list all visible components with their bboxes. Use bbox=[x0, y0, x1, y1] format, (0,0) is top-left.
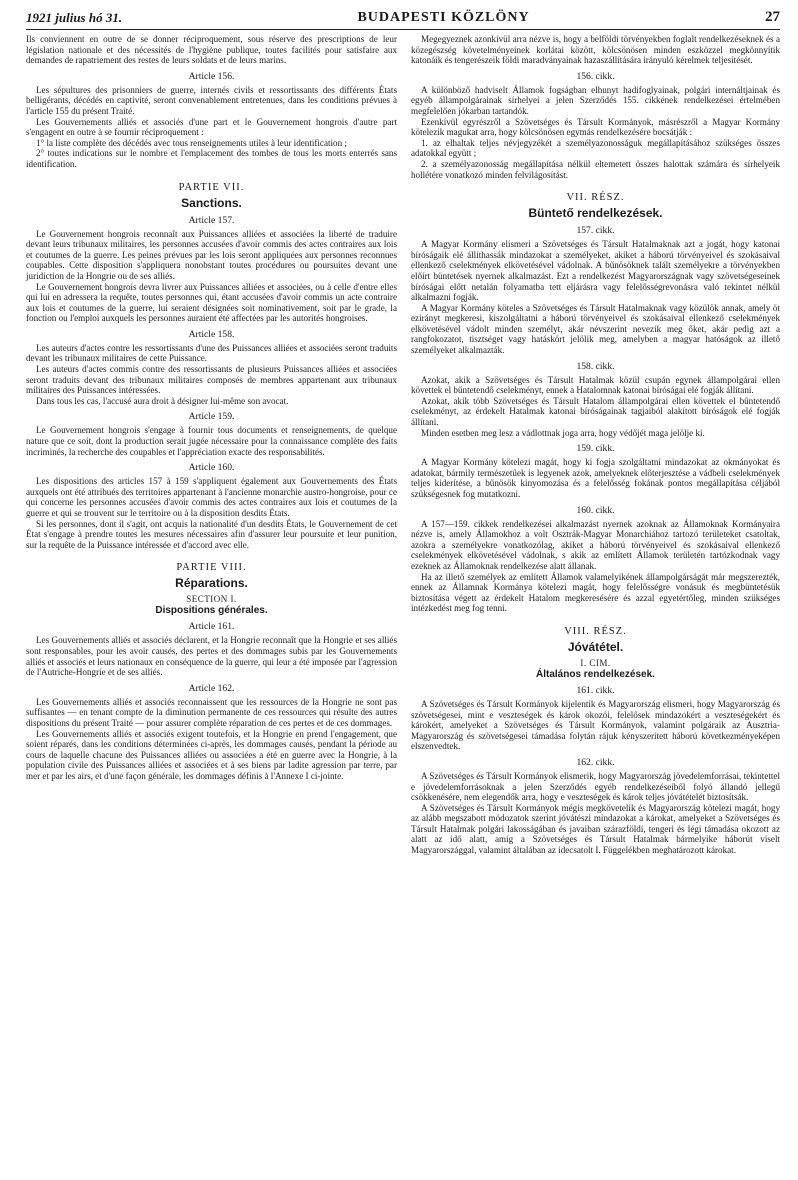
paragraph: Les auteurs d'actes contre les ressortissants d'une des Puissances alliées et associées seront traduits devant les tribunaux militaires de cette Puissance. bbox=[26, 342, 397, 364]
paragraph: Les Gouvernements alliés et associés reconnaissent que les ressources de la Hongrie ne sont pas suffisantes — en tenant compte de la diminution permanente de ces ressources qui résulte des autres dispositions du présent Traité — pour assurer complète réparation de ces pertes et de ces dommages. bbox=[26, 696, 397, 728]
article-heading: 161. cikk. bbox=[576, 684, 615, 696]
article-heading: Article 159. bbox=[188, 411, 235, 423]
page-header bbox=[26, 8, 780, 30]
left-column-french bbox=[26, 34, 403, 856]
paragraph: Ils conviennent en outre de se donner réciproquement, sous réserve des prescriptions de leur législation nationale et des nécessités de l'hygiène publique, toutes facilités pour satisfaire aux demandes de rapatriement des restes de leurs soldats et de leurs marins. bbox=[26, 34, 397, 66]
paragraph: Le Gouvernement hongrois s'engage à fournir tous documents et renseignements, de quelque nature que ce soit, dont la production serait jugée nécessaire pour la connaissance complète des faits incriminés, la recherche des coupables et l'appréciation exacte des responsabilités. bbox=[26, 425, 397, 457]
article-heading: 158. cikk. bbox=[576, 360, 615, 372]
article-heading: Article 161. bbox=[188, 621, 235, 633]
paragraph: Dans tous les cas, l'accusé aura droit à désigner lui-même son avocat. bbox=[36, 395, 289, 406]
section-heading: I. CIM. bbox=[580, 657, 611, 668]
paragraph: Les auteurs d'actes commis contre des ressortissants de plusieurs Puissances alliées et associées seront traduits devant des tribunaux militaires composés de membres appartenant aux tribunaux militaires des Puissances intéressées. bbox=[26, 364, 397, 396]
page-number: 27 bbox=[764, 9, 780, 25]
paragraph: A 157—159. cikkek rendelkezései alkalmazást nyernek azoknak az Államoknak Kormányaira nézve is, amely Államokhoz a volt Osztrák-Magyar Monarchiához tartozó területeket csatoltak, azokra a személyekre vonatkozólag, akiket a háború törvényeivel és szokásaival ellenkező cselekmények elkövetésével vádolnak, s akik az említett Államok területén tartózkodnak vagy ezeknek az Államoknak rendelkezése alatt állanak. bbox=[411, 518, 780, 571]
article-heading: 159. cikk. bbox=[576, 443, 615, 455]
paragraph: A Magyar Kormány kötelezi magát, hogy ki fogja szolgáltatni mindazokat az okmányokat és adatokat, bármily természetűek is legyenek azok, amelyeknek előterjesztése a vádbeli cselekmények teljes kiderítése, a bűnösök kinyomozása és a felelősség fokának pontos megállapítása céljából szükségesnek fog mutatkozni. bbox=[411, 457, 780, 499]
paragraph: A Magyar Kormány elismeri a Szövetséges és Társult Hatalmaknak azt a jogát, hogy katonai bíróságaik elé állíthassák mindazokat a személyeket, akiket a háború törvényeivel és szokásaival ellenkező cselekmények elkövetésével vádolnak. A bűnösöknek talált személyekre a törvényekben előírt büntetések nyernek alkalmazást. Ezt a rendelkezést Magyarországnak vagy szövetségeseinek bíróságai előtt netalán folyamatba tett eljárásra vagy felelősségrevonásra való tekintet nélkül alkalmazni fogják. bbox=[411, 239, 780, 303]
paragraph: Les sépultures des prisonniers de guerre, internés civils et ressortissants des différents États belligérants, décédés en captivité, seront convenablement entretenues, dans les conditions prévues à l'article 155 du présent Traité. bbox=[26, 84, 397, 116]
paragraph: Ezenkívül egyrészről a Szövetséges és Társult Kormányok, másrészről a Magyar Kormány kötelezik magukat arra, hogy kölcsönösen egymás rendelkezésére bocsátják : bbox=[411, 116, 780, 138]
paragraph: A különböző hadviselt Államok fogságban elhunyt hadifoglyainak, polgári internáltjainak és egyéb állampolgárainak sírhelyei a jelen Szerződés 155. cikkének rendelkezései értelmében megfelelően jókarban tartandók. bbox=[411, 84, 780, 116]
article-heading: Article 157. bbox=[188, 214, 235, 226]
paragraph: Les Gouvernements alliés et associés exigent toutefois, et la Hongrie en prend l'engagement, que soient réparés, dans les conditions déterminées ci-après, les dommages causés, pendant la période au cours de laquelle chacune des Puissances alliées ou associées a été en guerre avec la Hongrie, à la population civile des Puissances alliées et associées et à ses biens par ladite agression par terre, par mer et par les airs, et d'une façon générale, les dommages définis à l'Annexe I ci-jointe. bbox=[26, 728, 397, 781]
part-heading: VIII. RÉSZ. bbox=[564, 625, 627, 637]
paragraph: 1. az elhaltak teljes névjegyzékét a személyazonosságuk megállapításához szükséges összes adatokkal együtt ; bbox=[411, 137, 780, 159]
article-heading: Article 160. bbox=[188, 462, 235, 474]
paragraph: 2. a személyazonosság megállapítása nélkül eltemetett összes halottak számára és sírhelyeik hollétére vonatkozó minden felvilágosítást. bbox=[411, 158, 780, 180]
paragraph: Les Gouvernements alliés et associés d'une part et le Gouvernement hongrois d'autre part s'engagent en outre à se fournir réciproquement : bbox=[26, 116, 397, 138]
article-heading: 162. cikk. bbox=[576, 756, 615, 768]
article-heading: Article 156. bbox=[188, 70, 235, 82]
paragraph: Les dispositions des articles 157 à 159 s'appliquent également aux Gouvernements des États auxquels ont été attribués des territoires appartenant à l'ancienne monarchie austro-hongroise, pour ce qui concerne les personnes accusées d'avoir commis des actes contraires aux lois et coutumes de la guerre et qui se trouvent sur le territoire ou à la disposition desdits États. bbox=[26, 476, 397, 518]
part-heading: PARTIE VIII. bbox=[176, 562, 247, 574]
paragraph: Azokat, akik több Szövetséges és Társult Hatalom állampolgárai ellen követtek el bűntetendő cselekményt, az érdekelt Hatalmak katonai bíróságainak tagjaiból alakított bíróságok elé fogják állítani. bbox=[411, 395, 780, 428]
section-title: Dispositions générales. bbox=[155, 605, 268, 617]
article-heading: 157. cikk. bbox=[576, 225, 615, 237]
paragraph: Minden esetben meg lesz a vádlottnak joga arra, hogy védőjét maga jelölje ki. bbox=[421, 427, 705, 438]
header-date: 1921 julius hó 31. bbox=[26, 10, 123, 25]
paragraph: Azokat, akik a Szövetséges és Társult Hatalmak közül csupán egynek állampolgárai ellen követtek el bűntetendő cselekményt, ennek a Hatalomnak katonai bíróságai elé fogják állítani. bbox=[411, 374, 780, 396]
header-title: BUDAPESTI KÖZLÖNY bbox=[357, 10, 530, 25]
paragraph: Le Gouvernement hongrois devra livrer aux Puissances alliées et associées, ou à celle d'entre elles qui lui en adressera la requête, toutes personnes qui, étant accusées d'avoir commis un acte contraire aux lois et coutumes de la guerre, lui seraient désignées soit nominativement, soit par le grade, la fonction ou l'emploi auxquels les personnes auraient été affectées par les autorités hongroises. bbox=[26, 281, 397, 324]
article-heading: 156. cikk. bbox=[576, 70, 615, 82]
paragraph: Les Gouvernements alliés et associés déclarent, et la Hongrie reconnaît que la Hongrie et ses alliés sont responsables, pour les avoir causés, des pertes et des dommages subis par les Gouvernements alliés et associés et leurs nationaux en conséquence de la guerre, qui leur a été imposée par l'agression de l'Autriche-Hongrie et de ses alliés. bbox=[26, 635, 397, 678]
article-heading: Article 158. bbox=[188, 328, 235, 340]
paragraph: 2° toutes indications sur le nombre et l'emplacement des tombes de tous les morts enterrés sans identification. bbox=[26, 148, 397, 169]
part-heading: PARTIE VII. bbox=[178, 181, 245, 193]
paragraph: A Szövetséges és Társult Kormányok elismerik, hogy Magyarország jövedelemforrásai, tekintettel e jövedelemforrásoknak a jelen Szerződés egyéb rendelkezéseiből folyó állandó jellegű csökkenésére, nem elegendők arra, hogy e veszteségek és károk teljes jóvátételét biztosítsák. bbox=[411, 770, 780, 803]
columns bbox=[26, 34, 780, 856]
part-title: Büntető rendelkezések. bbox=[528, 206, 663, 221]
section-title: Általános rendelkezések. bbox=[536, 668, 655, 680]
paragraph: Megegyeznek azonkívül arra nézve is, hogy a belföldi törvényekben foglalt rendelkezéseknek és a közegészség követelményeinek korlátai között, kölcsönösen minden eszközzel megkönnyítik katonáik és tengerészeik földi maradványainak hazaszállítására irányuló kérelmek teljesítését. bbox=[411, 34, 780, 66]
paragraph: Ha az illető személyek az említett Államok valamelyikének állampolgárságát már megszerezték, ennek az Államnak Kormánya kötelezi magát, hogy felelősségre vonásuk és megbüntetésük biztosítása végett az érdekelt Hatalom megkeresésére és azzal egyetértőleg, minden szükséges intézkedést meg fog tenni. bbox=[411, 571, 780, 614]
paragraph: A Szövetséges és Társult Kormányok mégis megkövetelik és Magyarország kötelezi magát, hogy az alább megszabott módozatok szerint jóvátészi mindazokat a károkat, amelyeket a Szövetséges és Társult Hatalmak polgári lakosságában és javaiban szárazföldi, tengeri és légi támadása okozott az alatt az idő alatt, amíg a Szövetséges és Társult Hatalmak bármelyike háborút viselt Magyarországgal, valamint általában az idecsatolt I. Függelékben meghatározott károkat. bbox=[411, 802, 780, 856]
part-title: Sanctions. bbox=[181, 195, 242, 210]
paragraph: Si les personnes, dont il s'agit, ont acquis la nationalité d'un desdits États, le Gouvernement de cet État s'engage à prendre toutes les mesures nécessaires afin d'assurer leur poursuite et leur punition, sur la requête de la Puissance intéressée et d'accord avec elle. bbox=[26, 518, 397, 550]
paragraph: A Szövetséges és Társult Kormányok kijelentik és Magyarország elismeri, hogy Magyarország és szövetségesei, mint e veszteségek és károk okozói, felelősek mindazokért a veszteségekért és károkért, amelyeket a Szövetséges és Társult Kormányok, valamint polgáraik az Ausztria-Magyarország és szövetségesei támadása folytán rájuk kényszerített háború következményeképen elszenvedtek. bbox=[411, 698, 780, 752]
part-title: Jóvátétel. bbox=[567, 639, 624, 654]
part-title: Réparations. bbox=[175, 576, 248, 591]
paragraph: 1° la liste complète des décédés avec tous renseignements utiles à leur identification ; bbox=[36, 137, 347, 148]
article-heading: 160. cikk. bbox=[576, 504, 615, 516]
paragraph: Le Gouvernement hongrois reconnaît aux Puissances alliées et associées la liberté de traduire devant leurs tribunaux militaires, les personnes accusées d'avoir commis des actes contraires aux lois et coutumes de la guerre. Les peines prévues par les lois seront appliquées aux personnes reconnues coupables. Cette disposition s'appliquera nonobstant toutes procédures ou poursuites devant une juridiction de la Hongrie ou de ses alliés. bbox=[26, 228, 397, 281]
section-heading: SECTION I. bbox=[186, 594, 237, 605]
paragraph: A Magyar Kormány köteles a Szövetséges és Társult Hatalmaknak vagy közülök annak, amely öt ezirányt megkeresi, kiszolgáltatni a háború törvényeivel és szokásaival ellenkező cselekmények elkövetésével vádolt minden személyt, akár névszerint nevezik meg őket, akár pedig azt a rangfokozatot, tisztséget vagy hatáskört jelölik meg, amelyben a magyar hatóságok az illető személyeket alkalmazták. bbox=[411, 302, 780, 356]
article-heading: Article 162. bbox=[188, 682, 235, 694]
right-column-hungarian bbox=[403, 34, 780, 856]
part-heading: VII. RÉSZ. bbox=[566, 192, 625, 204]
